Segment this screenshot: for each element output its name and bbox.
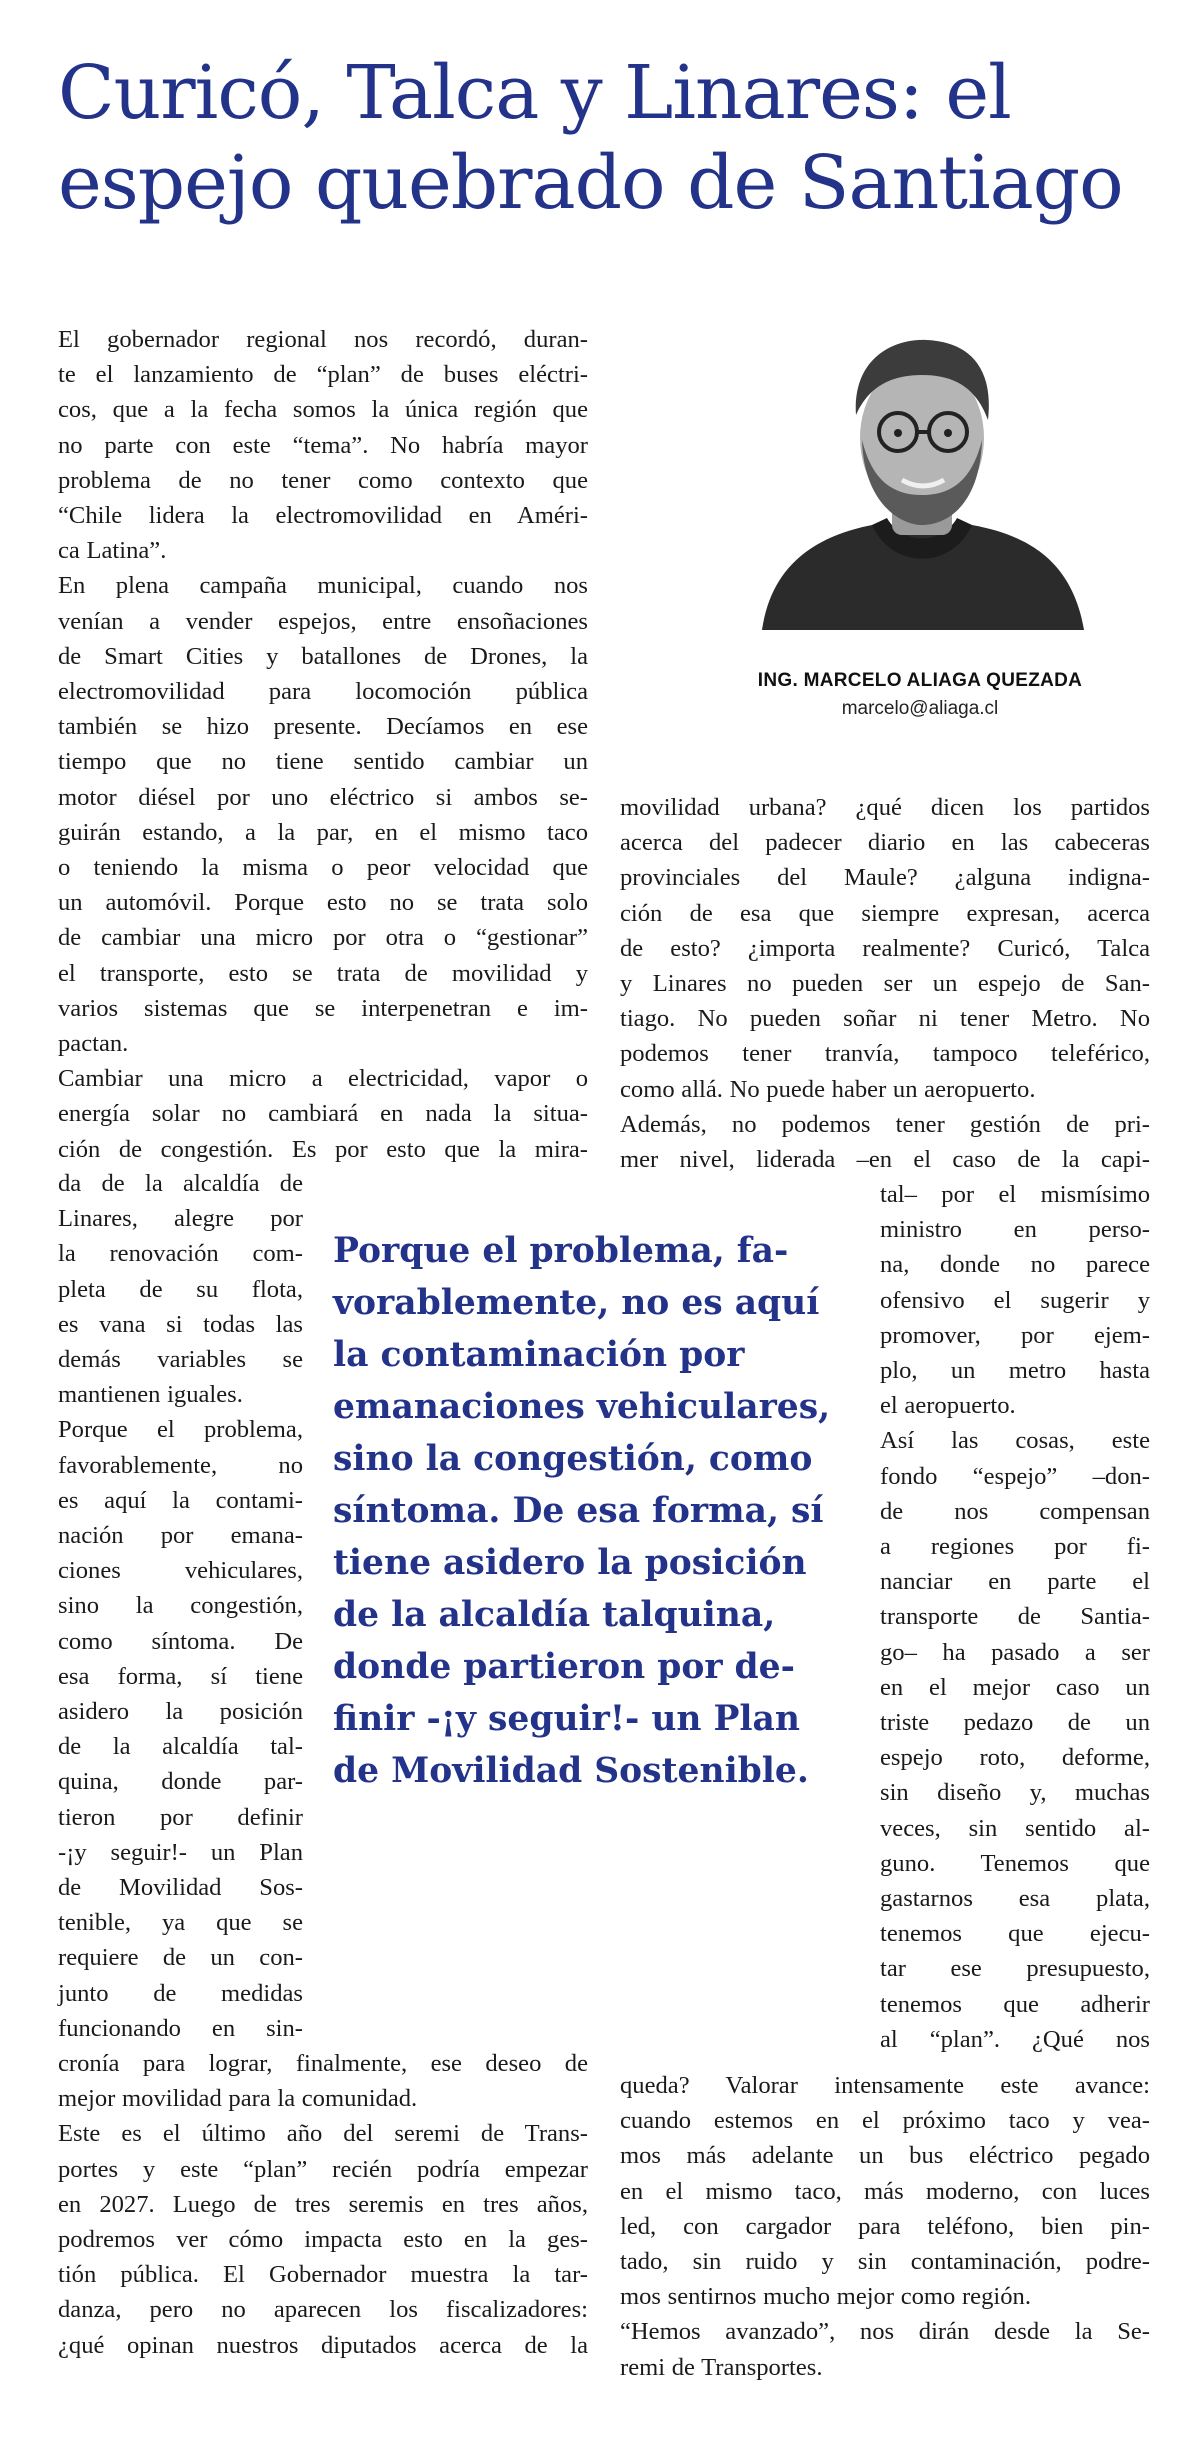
text-line: transporte de Santia- xyxy=(880,1603,1150,1631)
text-line: de Smart Cities y batallones de Drones, la xyxy=(58,642,588,670)
body-left-bottom xyxy=(58,2046,588,2363)
pull-quote-line: de la alcaldía talquina, xyxy=(333,1595,776,1635)
text-line: pleta de su flota, xyxy=(58,1275,303,1303)
text-line: demás variables se xyxy=(58,1346,303,1374)
text-line: portes y este “plan” recién podría empezar xyxy=(58,2155,588,2183)
text-line: pactan. xyxy=(58,1030,129,1058)
text-line: favorablemente, no xyxy=(58,1451,303,1479)
text-line: varios sistemas que se interpenetran e im- xyxy=(58,994,588,1022)
text-line: mos más adelante un bus eléctrico pegado xyxy=(620,2142,1150,2170)
text-line: tión pública. El Gobernador muestra la tar- xyxy=(58,2261,588,2289)
author-photo xyxy=(752,320,1092,630)
text-line: tal– por el mismísimo xyxy=(880,1181,1150,1208)
text-line: tenemos que adherir xyxy=(880,1990,1150,2018)
pull-quote-line: donde partieron por de- xyxy=(333,1647,795,1687)
text-line: en el mejor caso un xyxy=(880,1673,1150,1701)
text-line: funcionando en sin- xyxy=(58,2014,303,2042)
text-line: como allá. No puede haber un aeropuerto. xyxy=(620,1075,1036,1103)
text-line: ofensivo el sugerir y xyxy=(880,1286,1150,1314)
text-line: de nos compensan xyxy=(880,1497,1150,1525)
text-line: veces, sin sentido al- xyxy=(880,1814,1150,1842)
text-line: esa forma, sí tiene xyxy=(58,1662,303,1690)
text-line: da de la alcaldía de xyxy=(58,1170,303,1197)
text-line: energía solar no cambiará en nada la situa- xyxy=(58,1100,588,1128)
text-line: Además, no podemos tener gestión de pri- xyxy=(620,1110,1150,1138)
text-line: en el mismo taco, más moderno, con luces xyxy=(620,2177,1150,2205)
text-line: requiere de un con- xyxy=(58,1944,303,1972)
body-left-narrow xyxy=(58,1166,303,2046)
text-line: ción de congestión. Es por esto que la mira- xyxy=(58,1135,588,1163)
text-line: gastarnos esa plata, xyxy=(880,1885,1150,1913)
headline-line-2: espejo quebrado de Santiago xyxy=(58,140,1123,226)
text-line: tar ese presupuesto, xyxy=(880,1955,1150,1983)
text-line: quina, donde par- xyxy=(58,1768,303,1796)
pull-quote-line: sino la congestión, como xyxy=(333,1439,813,1479)
text-line: de cambiar una micro por otra o “gestionar” xyxy=(58,924,588,952)
text-line: a regiones por fi- xyxy=(880,1533,1150,1561)
text-line: cronía para lograr, finalmente, ese deseo de xyxy=(58,2050,588,2077)
text-line: guirán estando, a la par, en el mismo taco xyxy=(58,818,588,846)
text-line: Linares, alegre por xyxy=(58,1205,303,1233)
text-line: “Chile lidera la electromovilidad en Améri- xyxy=(58,502,588,530)
text-line: ministro en perso- xyxy=(880,1216,1150,1244)
text-line: tado, sin ruido y sin contaminación, podre- xyxy=(620,2248,1150,2276)
text-line: de la alcaldía tal- xyxy=(58,1733,303,1761)
text-line: o teniendo la misma o peor velocidad que xyxy=(58,854,588,882)
text-line: tiempo que no tiene sentido cambiar un xyxy=(58,748,588,776)
text-line: sino la congestión, xyxy=(58,1592,303,1620)
text-line: cuando estemos en el próximo taco y vea- xyxy=(620,2107,1150,2135)
text-line: Este es el último año del seremi de Trans- xyxy=(58,2120,588,2148)
text-line: el aeropuerto. xyxy=(880,1392,1016,1420)
text-line: led, con cargador para teléfono, bien pin- xyxy=(620,2212,1150,2240)
text-line: mos sentirnos mucho mejor como región. xyxy=(620,2283,1031,2311)
text-line: sin diseño y, muchas xyxy=(880,1779,1150,1807)
text-line: na, donde no parece xyxy=(880,1251,1150,1279)
text-line: movilidad urbana? ¿qué dicen los partidos xyxy=(620,794,1150,821)
author-name: ING. MARCELO ALIAGA QUEZADA xyxy=(757,670,1083,691)
text-line: go– ha pasado a ser xyxy=(880,1638,1150,1666)
text-line: ciones vehiculares, xyxy=(58,1557,303,1585)
text-line: danza, pero no aparecen los fiscalizadores: xyxy=(58,2296,588,2324)
text-line: como síntoma. De xyxy=(58,1627,303,1655)
pull-quote xyxy=(333,1225,843,1797)
body-right-narrow xyxy=(880,1177,1150,2057)
text-line: ca Latina”. xyxy=(58,537,167,565)
text-line: venían a vender espejos, entre ensoñaciones xyxy=(58,607,588,635)
pull-quote-line: síntoma. De esa forma, sí xyxy=(333,1491,824,1531)
text-line: la renovación com- xyxy=(58,1240,303,1268)
author-byline xyxy=(700,670,1140,720)
text-line: tieron por definir xyxy=(58,1803,303,1831)
text-line: promover, por ejem- xyxy=(880,1321,1150,1349)
body-right-bottom xyxy=(620,2068,1150,2385)
text-line: también se hizo presente. Decíamos en ese xyxy=(58,713,588,741)
text-line: acerca del padecer diario en las cabeceras xyxy=(620,829,1150,857)
text-line: ¿qué opinan nuestros diputados acerca de la xyxy=(58,2331,588,2359)
text-line: triste pedazo de un xyxy=(880,1709,1150,1737)
text-line: podemos tener tranvía, tampoco teleférico, xyxy=(620,1040,1150,1068)
text-line: Así las cosas, este xyxy=(880,1427,1150,1455)
text-line: en 2027. Luego de tres seremis en tres años, xyxy=(58,2190,588,2218)
pull-quote-line: de Movilidad Sostenible. xyxy=(333,1751,809,1791)
text-line: es aquí la contami- xyxy=(58,1486,303,1514)
text-line: un automóvil. Porque esto no se trata solo xyxy=(58,889,588,917)
text-line: remi de Transportes. xyxy=(620,2353,823,2381)
pull-quote-line: tiene asidero la posición xyxy=(333,1543,807,1583)
pull-quote-line: Porque el problema, fa- xyxy=(333,1231,789,1271)
text-line: mantienen iguales. xyxy=(58,1381,243,1409)
pull-quote-line: emanaciones vehiculares, xyxy=(333,1387,831,1427)
text-line: de Movilidad Sos- xyxy=(58,1874,303,1902)
text-line: provinciales del Maule? ¿alguna indigna- xyxy=(620,864,1150,892)
text-line: plo, un metro hasta xyxy=(880,1357,1150,1385)
text-line: podremos ver cómo impacta esto en la ges- xyxy=(58,2226,588,2254)
text-line: de esto? ¿importa realmente? Curicó, Talca xyxy=(620,934,1150,962)
text-line: queda? Valorar intensamente este avance: xyxy=(620,2072,1150,2099)
text-line: espejo roto, deforme, xyxy=(880,1744,1150,1772)
text-line: Cambiar una micro a electricidad, vapor o xyxy=(58,1065,588,1093)
text-line: mer nivel, liderada –en el caso de la capi- xyxy=(620,1146,1150,1174)
text-line: En plena campaña municipal, cuando nos xyxy=(58,572,588,600)
text-line: electromovilidad para locomoción pública xyxy=(58,678,588,706)
text-line: El gobernador regional nos recordó, duran- xyxy=(58,326,588,353)
text-line: tenible, ya que se xyxy=(58,1909,303,1937)
text-line: problema de no tener como contexto que xyxy=(58,466,588,494)
text-line: tiago. No pueden soñar ni tener Metro. No xyxy=(620,1005,1150,1033)
text-line: asidero la posición xyxy=(58,1698,303,1726)
text-line: y Linares no pueden ser un espejo de San- xyxy=(620,970,1150,998)
text-line: nación por emana- xyxy=(58,1522,303,1550)
text-line: te el lanzamiento de “plan” de buses eléctri- xyxy=(58,361,588,389)
text-line: al “plan”. ¿Qué nos xyxy=(880,2025,1150,2053)
body-right-top xyxy=(620,790,1150,1177)
pull-quote-line: la contaminación por xyxy=(333,1335,745,1375)
text-line: motor diésel por uno eléctrico si ambos se- xyxy=(58,783,588,811)
text-line: nanciar en parte el xyxy=(880,1568,1150,1596)
text-line: junto de medidas xyxy=(58,1979,303,2007)
text-line: mejor movilidad para la comunidad. xyxy=(58,2085,418,2113)
body-left-top xyxy=(58,322,588,1167)
text-line: el transporte, esto se trata de movilidad y xyxy=(58,959,588,987)
text-line: “Hemos avanzado”, nos dirán desde la Se- xyxy=(620,2318,1150,2346)
text-line: -¡y seguir!- un Plan xyxy=(58,1838,303,1866)
pull-quote-line: vorablemente, no es aquí xyxy=(333,1283,820,1323)
author-email: marcelo@aliaga.cl xyxy=(841,698,999,719)
text-line: cos, que a la fecha somos la única región que xyxy=(58,396,588,424)
headline-line-1: Curicó, Talca y Linares: el xyxy=(58,50,1011,136)
text-line: ción de esa que siempre expresan, acerca xyxy=(620,899,1150,927)
text-line: fondo “espejo” –don- xyxy=(880,1462,1150,1490)
text-line: es vana si todas las xyxy=(58,1310,303,1338)
headline xyxy=(58,48,1158,228)
text-line: tenemos que ejecu- xyxy=(880,1920,1150,1948)
text-line: Porque el problema, xyxy=(58,1416,303,1444)
pull-quote-line: finir -¡y seguir!- un Plan xyxy=(333,1699,800,1739)
text-line: no parte con este “tema”. No habría mayor xyxy=(58,431,588,459)
text-line: guno. Tenemos que xyxy=(880,1849,1150,1877)
